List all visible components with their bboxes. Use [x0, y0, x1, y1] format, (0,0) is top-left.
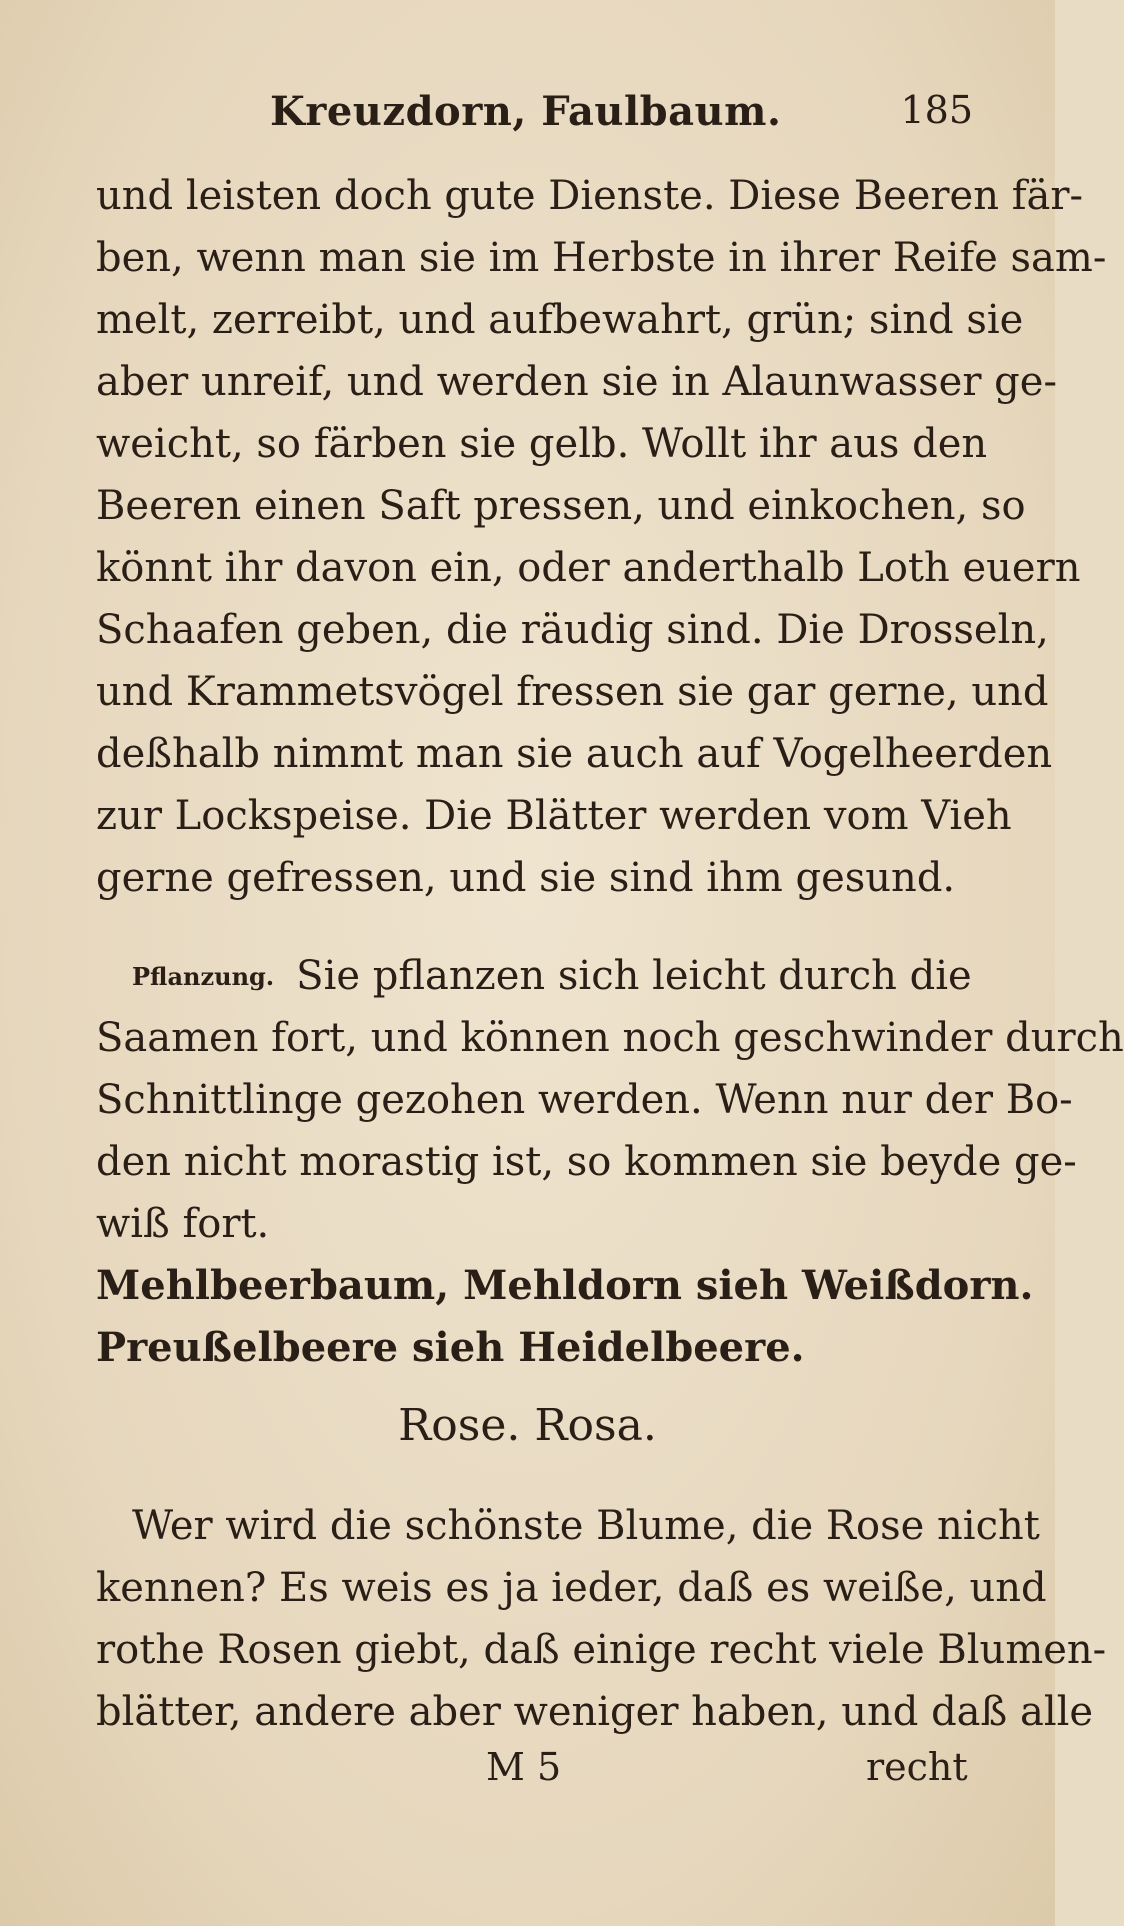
text-line: und leisten doch gute Dienste. Diese Beeren fär- [96, 173, 1083, 219]
text-line [96, 945, 1002, 1007]
text-line: kennen? Es weis es ja ieder, daß es weiße, und [96, 1565, 1047, 1611]
text-line: deßhalb nimmt man sie auch auf Vogelheerden [96, 731, 1053, 777]
page-footer [0, 1745, 1055, 1805]
text-line: Schnittlinge gezohen werden. Wenn nur der Bo- [96, 1077, 1073, 1123]
text-line-content: Sie pflanzen sich leicht durch die [296, 953, 972, 999]
text-line: rothe Rosen giebt, daß einige recht viele Blumen- [96, 1627, 1107, 1673]
text-line: könnt ihr davon ein, oder anderthalb Loth euern [96, 545, 1081, 591]
text-line: Wer wird die schönste Blume, die Rose nicht [132, 1503, 1040, 1549]
marginal-note: Pflanzung. [132, 962, 275, 991]
paragraph-berries [96, 165, 1107, 909]
text-line: weicht, so färben sie gelb. Wollt ihr aus den [96, 421, 988, 467]
text-line: melt, zerreibt, und aufbewahrt, grün; sind sie [96, 297, 1024, 343]
catchword: recht [866, 1745, 968, 1789]
text-line: Schaafen geben, die räudig sind. Die Drosseln, [96, 607, 1049, 653]
section-heading: Rose. Rosa. [398, 1400, 657, 1451]
text-line: und Krammetsvögel fressen sie gar gerne, und [96, 669, 1049, 715]
text-line: aber unreif, und werden sie in Alaunwasser ge- [96, 359, 1057, 405]
running-title: Kreuzdorn, Faulbaum. [270, 88, 782, 135]
cross-reference-entry: Preußelbeere sieh Heidelbeere. [96, 1324, 805, 1371]
text-line: ben, wenn man sie im Herbste in ihrer Reife sam- [96, 235, 1107, 281]
text-line: den nicht morastig ist, so kommen sie beyde ge- [96, 1139, 1077, 1185]
text-line: blätter, andere aber weniger haben, und daß alle [96, 1689, 1094, 1735]
text-line: wiß fort. [96, 1201, 270, 1247]
paragraph-planting [96, 945, 1124, 1255]
signature-mark: M 5 [486, 1745, 562, 1789]
paragraph-rose [96, 1495, 1107, 1743]
text-line: Beeren einen Saft pressen, und einkochen, so [96, 483, 1026, 529]
text-line: Saamen fort, und können noch geschwinder durch [96, 1015, 1124, 1061]
page-number: 185 [900, 88, 973, 132]
cross-references [96, 1255, 1034, 1379]
page-header [0, 88, 1055, 148]
cross-reference-entry: Mehlbeerbaum, Mehldorn sieh Weißdorn. [96, 1262, 1034, 1309]
text-line: gerne gefressen, und sie sind ihm gesund. [96, 855, 956, 901]
text-line: zur Lockspeise. Die Blätter werden vom Vieh [96, 793, 1012, 839]
